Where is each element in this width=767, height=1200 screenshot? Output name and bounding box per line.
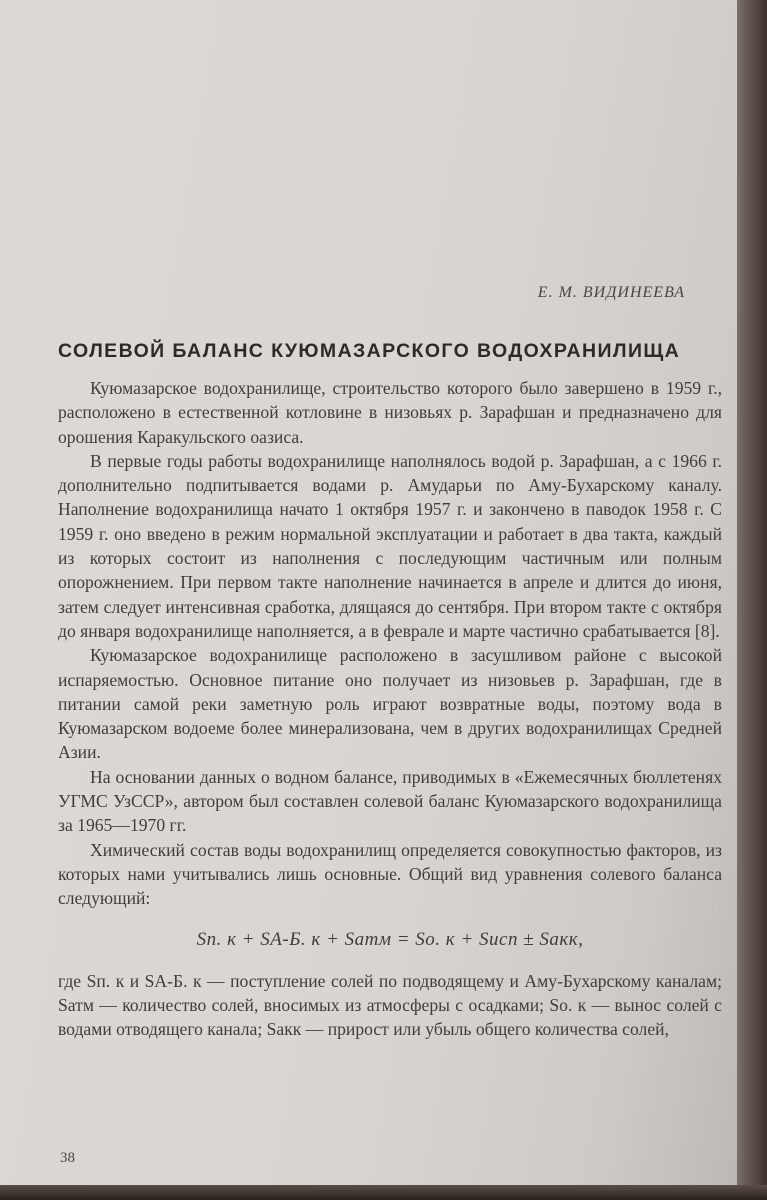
paragraph-5: Химический состав воды водохранилищ определяется совокупностью факторов, из которых нами учитывались лишь основные. Общий вид уравнения солевого баланса следующий: <box>58 839 722 909</box>
formula-explanation: где Sп. к и SА-Б. к — поступление солей по подводящему и Аму-Бухарскому каналам; Sатм — количество солей, вносимых из атмосферы с осадками; Sо. к — вынос солей с водами отводящего канала; Sакк — прирост или убыль общего количества солей, <box>58 970 722 1040</box>
salt-balance-equation: Sп. к + SА-Б. к + Sатм = Sо. к + Sисп ± Sакк, <box>196 928 584 950</box>
paragraph-3: Куюмазарское водохранилище расположено в засушливом районе с высокой испаряемостью. Основное питание оно получает из низовьев р. Зарафшан, где в питании самой реки заметную роль играют возвратные воды, поэтому вода в Куюмазарском водоеме более минерализована, чем в других водохранилищах Средней Азии. <box>58 645 722 763</box>
paragraph-1: Куюмазарское водохранилище, строительство которого было завершено в 1959 г., расположено в естественной котловине в низовьях р. Зарафшан и предназначено для орошения Каракульского оазиса. <box>58 378 722 447</box>
author-name: Е. М. ВИДИНЕЕВА <box>537 284 685 301</box>
paragraph-2: В первые годы работы водохранилище наполнялось водой р. Зарафшан, а с 1966 г. дополнительно подпитывается водами р. Амударьи по Аму-Бухарскому каналу. Наполнение водохранилища начато 1 октября 1957 г. и закончено в паводок 1958 г. С 1959 г. оно введено в режим нормальной эксплуатации и работает в два такта, каждый из которых состоит из наполнения с последующим частичным или полным опорожнением. При первом такте наполнение начинается в апреле и длится до июня, затем следует интенсивная сработка, длящаяся до сентября. При втором такте с октября до января водохранилище наполняется, а в феврале и марте частично срабатывается [8]. <box>58 450 722 641</box>
book-edge <box>0 1185 767 1200</box>
article-body <box>58 376 722 1042</box>
paragraph-4: На основании данных о водном балансе, приводимых в «Ежемесячных бюллетенях УГМС УзССР», автором был составлен солевой баланс Куюмазарского водохранилища за 1965—1970 гг. <box>58 766 722 836</box>
page-number: 38 <box>60 1150 75 1166</box>
book-spine <box>737 0 767 1200</box>
article-title: СОЛЕВОЙ БАЛАНС КУЮМАЗАРСКОГО ВОДОХРАНИЛИЩА <box>58 340 681 362</box>
